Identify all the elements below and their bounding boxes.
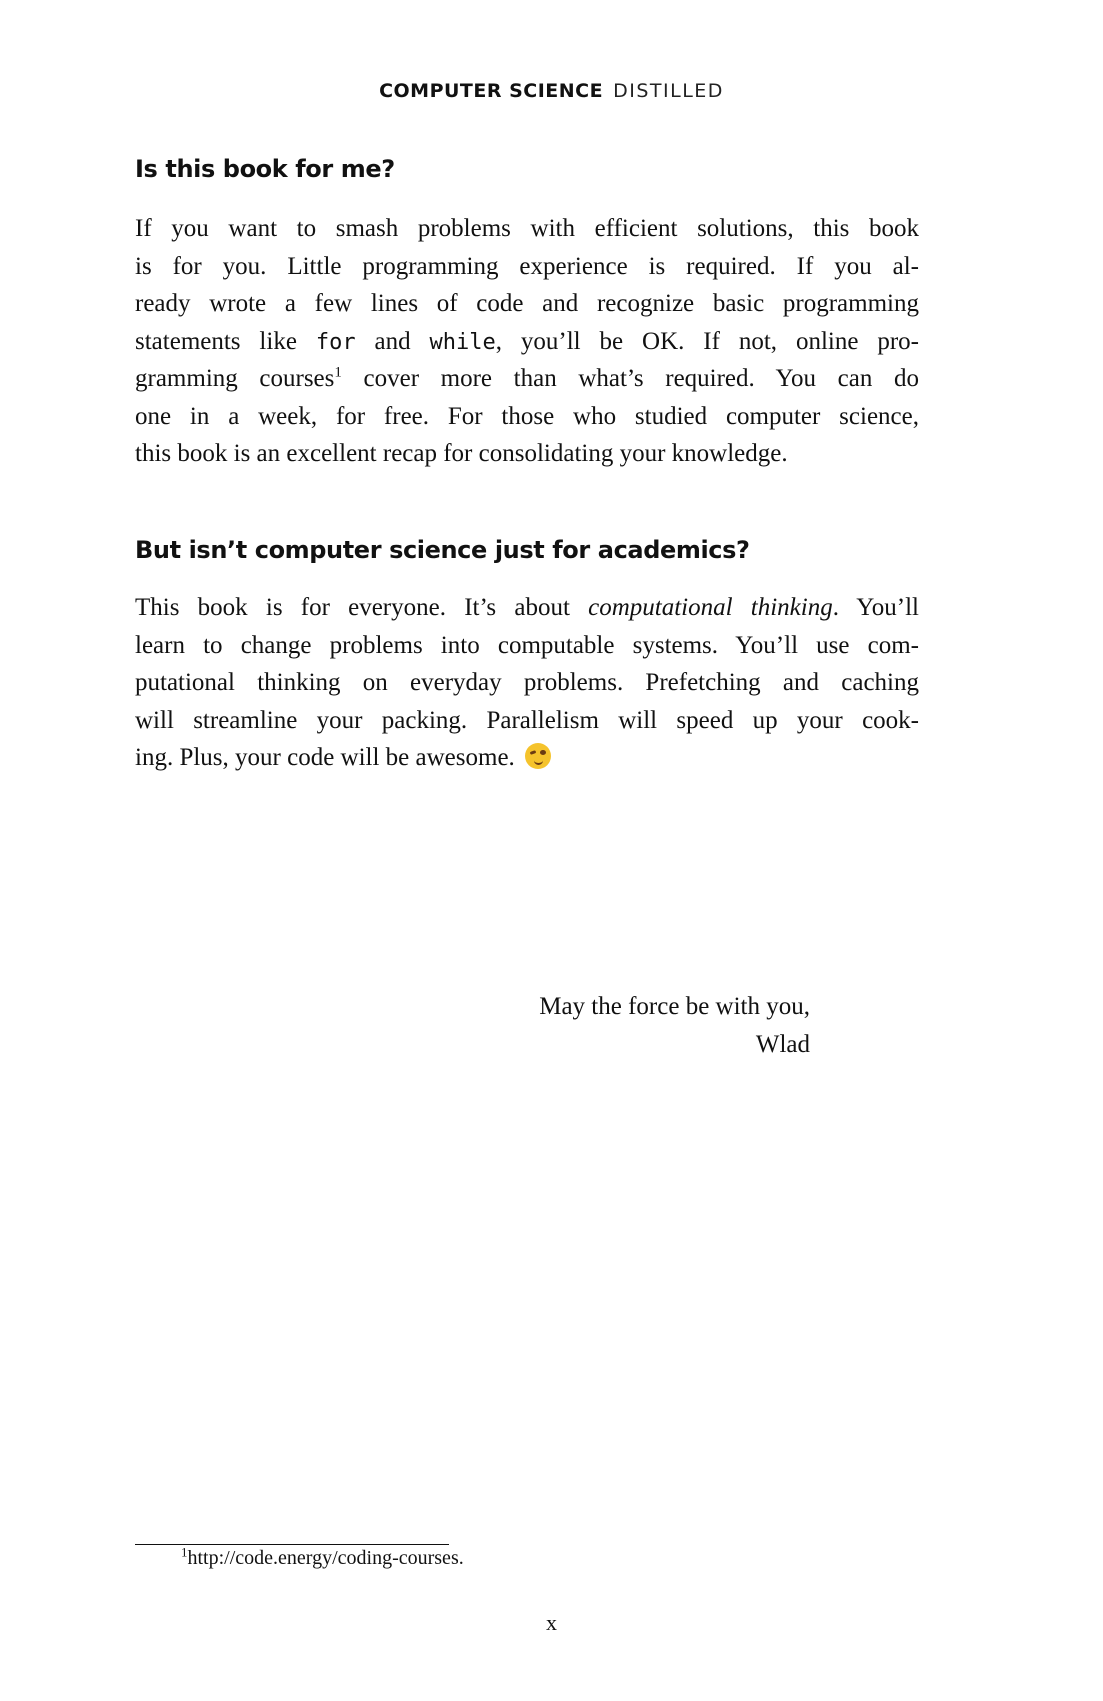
text-run: . You’ll <box>832 594 920 621</box>
code-while: while <box>429 329 496 355</box>
text-run: This book is for everyone. It’s about <box>135 594 589 621</box>
signature <box>539 988 810 1063</box>
section-heading-academics: But isn’t computer science just for academics? <box>135 536 750 564</box>
paragraph-line: is for you. Little programming experience is required. If you al- <box>135 252 919 280</box>
section-heading-is-this-book-for-me: Is this book for me? <box>135 155 395 183</box>
paragraph-line <box>135 360 919 398</box>
paragraph-line: one in a week, for free. For those who studied computer science, <box>135 402 919 430</box>
footnote-url[interactable]: http://code.energy/coding-courses. <box>187 1547 464 1569</box>
footnote-reference[interactable]: 1 <box>334 364 342 381</box>
text-run: ing. Plus, your code will be awesome. <box>135 744 515 771</box>
emphasis: computational thinking <box>588 594 833 621</box>
paragraph-line <box>135 589 919 627</box>
running-header-subtitle: DISTILLED <box>613 80 724 102</box>
paragraph-line: putational thinking on everyday problems. Prefetching and caching <box>135 669 919 696</box>
paragraph-line: ready wrote a few lines of code and recognize basic programming <box>135 290 919 317</box>
paragraph-line <box>135 739 919 777</box>
text-run: , you’ll be OK. If not, online pro- <box>495 327 919 355</box>
text-run: cover more than what’s required. You can do <box>341 365 919 392</box>
section1-paragraph <box>135 210 919 473</box>
running-header <box>0 80 1103 102</box>
paragraph-line: will streamline your packing. Parallelism will speed up your cook- <box>135 706 919 734</box>
running-header-title: COMPUTER SCIENCE <box>379 80 604 102</box>
signature-name: Wlad <box>755 1030 810 1058</box>
footnote-mark: 1 <box>181 1544 188 1560</box>
paragraph-line: If you want to smash problems with efficient solutions, this book <box>135 215 919 242</box>
winking-face-icon <box>525 743 551 769</box>
text-run: gramming courses <box>135 365 335 392</box>
page-number: x <box>546 1610 557 1635</box>
code-for: for <box>315 329 356 355</box>
section2-paragraph <box>135 589 919 777</box>
signature-closing: May the force be with you, <box>539 993 810 1020</box>
paragraph-line: this book is an excellent recap for consolidating your knowledge. <box>135 440 788 467</box>
paragraph-line: learn to change problems into computable systems. You’ll use com- <box>135 631 919 659</box>
paragraph-line <box>135 323 919 361</box>
text-run: statements like <box>135 327 316 355</box>
footnote <box>181 1544 464 1570</box>
text-run: and <box>355 327 430 355</box>
